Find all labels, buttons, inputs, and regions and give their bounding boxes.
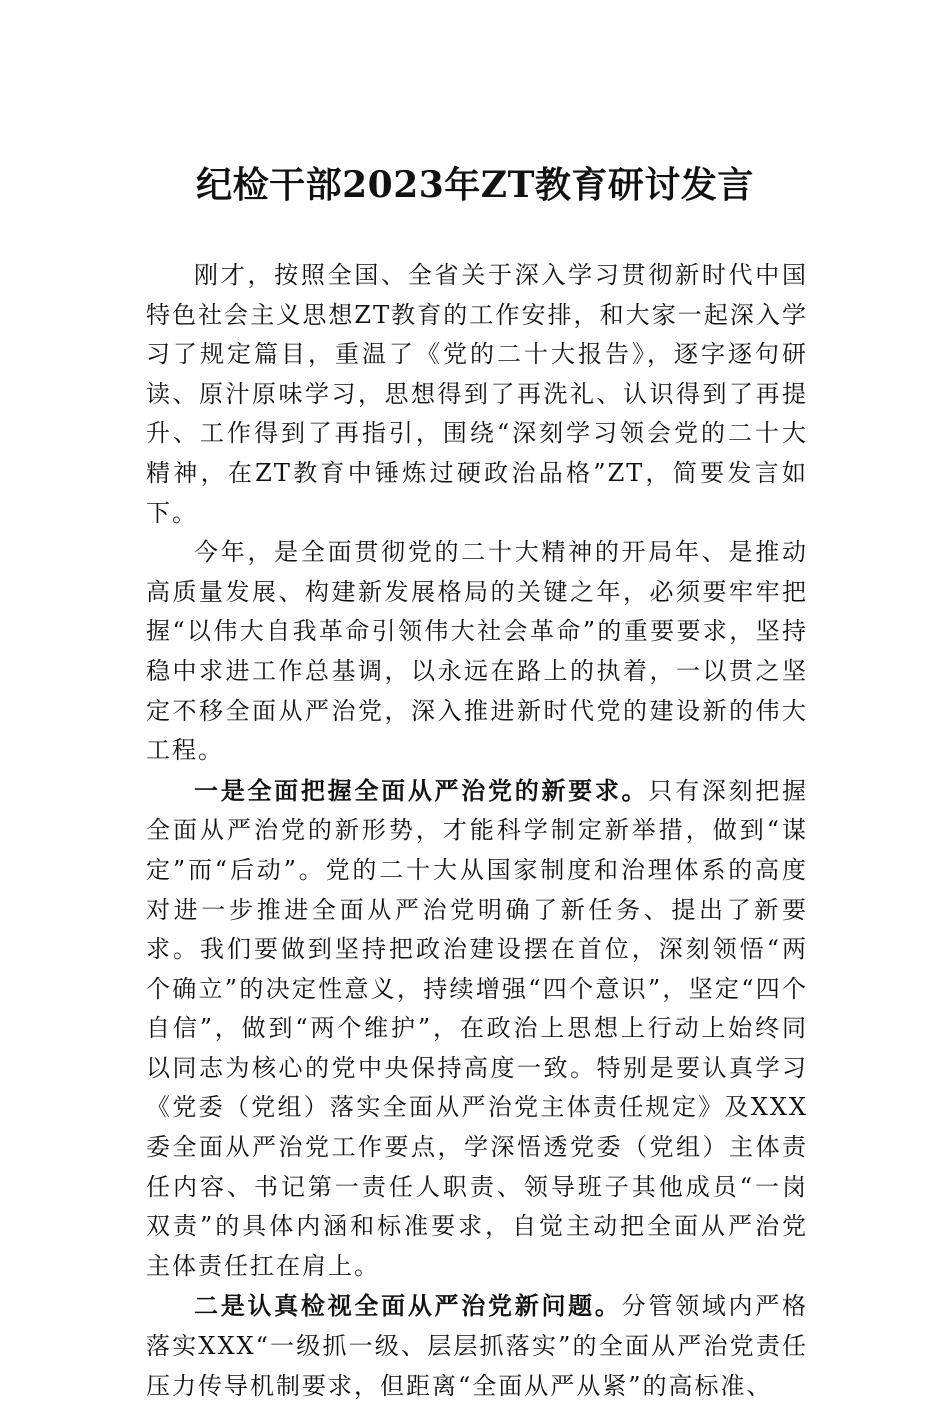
document-body (146, 256, 808, 1406)
paragraph-text: 刚才，按照全国、全省关于深入学习贯彻新时代中国特色社会主义思想ZT教育的工作安排，和大家一起深入学习了规定篇目，重温了《党的二十大报告》，逐字逐句研读、原汁原味学习，思想得到了再洗礼、认识得到了再提升、工作得到了再指引，围绕“深刻学习领会党的二十大精神，在ZT教育中锤炼过硬政治品格”ZT，简要发言如下。 (146, 261, 808, 527)
paragraph-intro (146, 256, 808, 533)
paragraph-text: 只有深刻把握全面从严治党的新形势，才能科学制定新举措，做到“谋定”而“后动”。党的二十大从国家制度和治理体系的高度对进一步推进全面从严治党明确了新任务、提出了新要求。我们要做到坚持把政治建设摆在首位，深刻领悟“两个确立”的决定性意义，持续增强“四个意识”，坚定“四个自信”，做到“两个维护”，在政治上思想上行动上始终同以同志为核心的党中央保持高度一致。特别是要认真学习《党委（党组）落实全面从严治党主体责任规定》及XXX委全面从严治党工作要点，学深悟透党委（党组）主体责任内容、书记第一责任人职责、领导班子其他成员“一岗双责”的具体内涵和标准要求，自觉主动把全面从严治党主体责任扛在肩上。 (146, 776, 809, 1280)
paragraph-point-two (146, 1286, 808, 1406)
paragraph-point-one (146, 771, 808, 1287)
paragraph-lead: 二是认真检视全面从严治党新问题。 (194, 1291, 622, 1321)
paragraph-context (146, 533, 808, 771)
paragraph-text: 今年，是全面贯彻党的二十大精神的开局年、是推动高质量发展、构建新发展格局的关键之年，必须要牢牢把握“以伟大自我革命引领伟大社会革命”的重要要求，坚持稳中求进工作总基调，以永远在路上的执着，一以贯之坚定不移全面从严治党，深入推进新时代党的建设新的伟大工程。 (146, 538, 808, 765)
document-title: 纪检干部2023年ZT教育研讨发言 (196, 164, 754, 206)
paragraph-text: 分管领域内严格落实XXX“一级抓一级、层层抓落实”的全面从严治党责任压力传导机制要求，但距离“全面从严从紧”的高标准、 (146, 1292, 809, 1400)
paragraph-lead: 一是全面把握全面从严治党的新要求。 (194, 775, 649, 805)
